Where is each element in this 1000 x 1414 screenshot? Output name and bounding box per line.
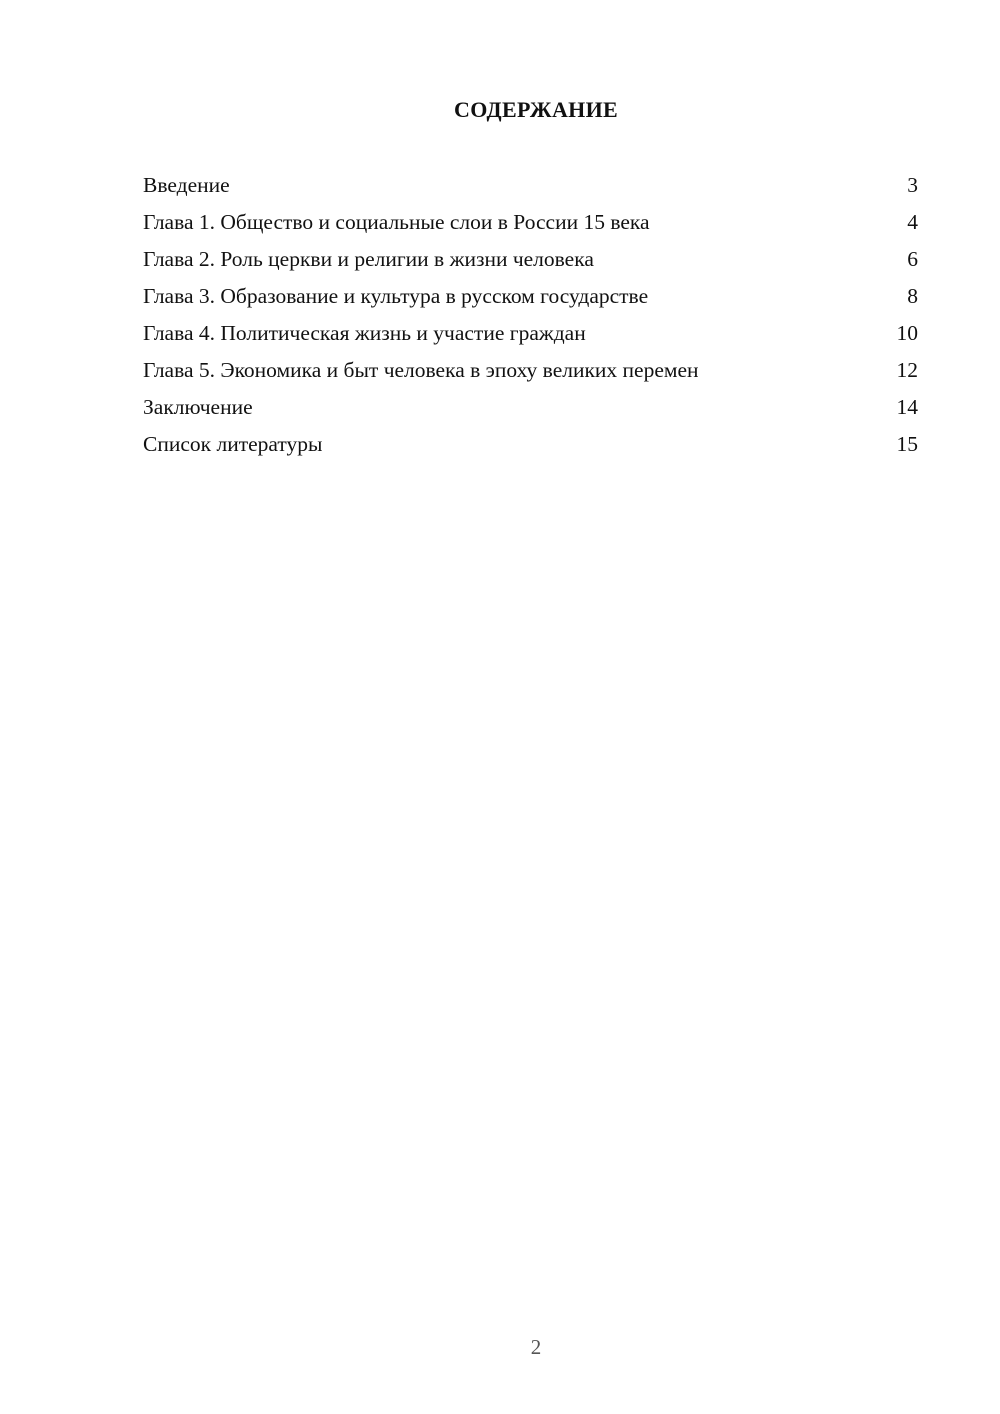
toc-entry-page: 15 <box>896 432 918 456</box>
toc-entry-title: Список литературы <box>143 432 323 456</box>
toc-entry-title: Заключение <box>143 395 253 419</box>
toc-entry-page: 3 <box>907 173 918 197</box>
toc-entry-page: 6 <box>907 247 918 271</box>
toc-entry-title: Глава 1. Общество и социальные слои в России 15 века <box>143 210 650 234</box>
toc-entry-chapter-5 <box>143 352 918 389</box>
toc-entry-chapter-1 <box>143 204 918 241</box>
toc-entry-page: 10 <box>896 321 918 345</box>
toc-entry-title: Введение <box>143 173 230 197</box>
toc-entry-title: Глава 5. Экономика и быт человека в эпоху великих перемен <box>143 358 699 382</box>
table-of-contents <box>143 167 918 463</box>
toc-entry-page: 12 <box>896 358 918 382</box>
toc-entry-title: Глава 4. Политическая жизнь и участие граждан <box>143 321 586 345</box>
toc-heading: СОДЕРЖАНИЕ <box>454 97 618 122</box>
toc-entry-chapter-2 <box>143 241 918 278</box>
toc-entry-chapter-3 <box>143 278 918 315</box>
toc-entry-conclusion <box>143 389 918 426</box>
toc-entry-title: Глава 2. Роль церкви и религии в жизни человека <box>143 247 594 271</box>
toc-entry-introduction <box>143 167 918 204</box>
toc-entry-page: 14 <box>896 395 918 419</box>
toc-entry-title: Глава 3. Образование и культура в русском государстве <box>143 284 649 308</box>
toc-entry-page: 8 <box>907 284 918 308</box>
toc-entry-bibliography <box>143 426 918 463</box>
page-number: 2 <box>530 1335 542 1359</box>
toc-entry-chapter-4 <box>143 315 918 352</box>
toc-entry-page: 4 <box>907 210 918 234</box>
